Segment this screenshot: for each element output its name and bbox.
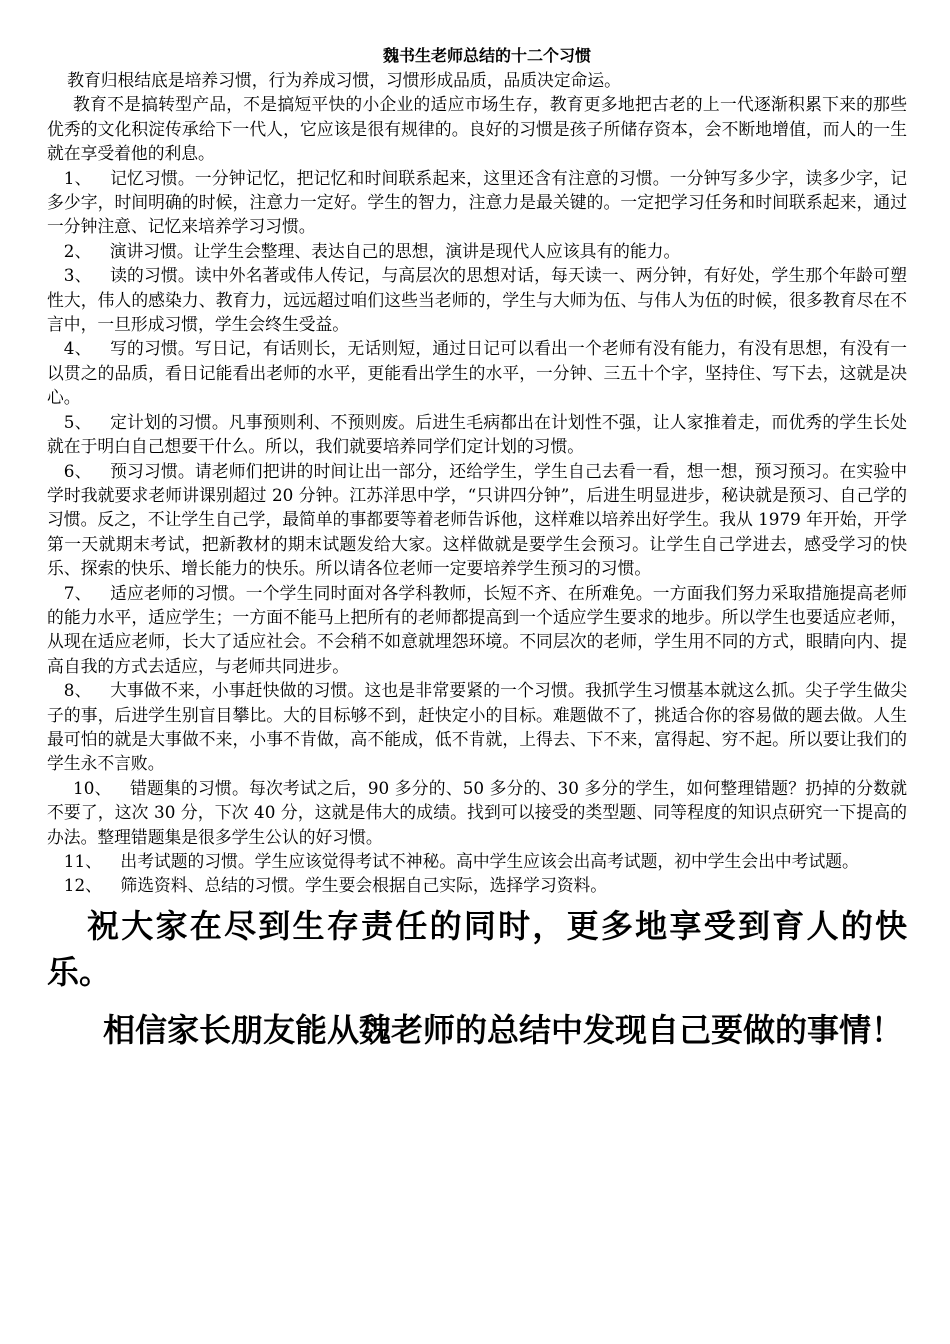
item-text: 错题集的习惯。每次考试之后，90 多分的、50 多分的、30 多分的学生，如何整理错题？扔掉的分数就不要了，这次 30 分，下次 40 分，这就是伟大的成绩。找到可以接受的类型题、同等程度的知识点研究一下提高的办法。整理错题集是很多学生公认的好习惯。	[47, 777, 907, 847]
habit-item-4	[47, 336, 907, 409]
item-number: 2、	[63, 240, 92, 261]
item-text: 预习习惯。请老师们把讲的时间让出一部分，还给学生，学生自己去看一看，想一想，预习预习。在实验中学时我就要求老师讲课别超过 20 分钟。江苏洋思中学，“只讲四分钟”，后进生明显进步，秘诀就是预习、自己学的习惯。反之，不让学生自己学，最简单的事都要等着老师告诉他，这样难以培养出好学生。我从 1979 年开始，开学第一天就期末考试，把新教材的期末试题发给大家。这样做就是要学生会预习。让学生自己学进去，感受学习的快乐、探索的快乐、增长能力的快乐。所以请各位老师一定要培养学生预习的习惯。	[47, 460, 907, 579]
habit-item-8	[47, 678, 907, 776]
habit-item-10	[47, 776, 907, 849]
item-number: 7、	[63, 582, 92, 603]
item-number: 6、	[63, 460, 92, 481]
item-text: 大事做不来，小事赶快做的习惯。这也是非常要紧的一个习惯。我抓学生习惯基本就这么抓。尖子学生做尖子的事，后进学生别盲目攀比。大的目标够不到，赶快定小的目标。难题做不了，挑适合你的容易做的题去做。人生最可怕的就是大事做不来，小事不肯做，高不能成，低不肯就，上得去、下不来，富得起、穷不起。所以要让我们的学生永不言败。	[47, 680, 907, 774]
item-number: 5、	[63, 411, 92, 432]
item-number: 12、	[63, 875, 102, 896]
habit-item-12	[47, 873, 907, 897]
item-number: 11、	[63, 851, 102, 871]
item-text: 定计划的习惯。凡事预则利、不预则废。后进生毛病都出在计划性不强，让人家推着走，而优秀的学生长处就在于明白自己想要干什么。所以，我们就要培养同学们定计划的习惯。	[47, 411, 907, 457]
item-text: 记忆习惯。一分钟记忆，把记忆和时间联系起来，这里还含有注意的习惯。一分钟写多少字，读多少字，记多少字，时间明确的时候，注意力一定好。学生的智力，注意力是最关键的。一定把学习任务和时间联系起来，通过一分钟注意、记忆来培养学习习惯。	[47, 167, 907, 237]
document-title: 魏书生老师总结的十二个习惯	[382, 46, 591, 65]
intro-paragraph-2: 教育不是搞转型产品，不是搞短平快的小企业的适应市场生存，教育更多地把古老的上一代逐渐积累下来的那些优秀的文化积淀传承给下一代人，它应该是很有规律的。良好的习惯是孩子所储存资本，会不断地增值，而人的一生就在享受着他的利息。	[47, 94, 907, 164]
item-text: 演讲习惯。让学生会整理、表达自己的思想，演讲是现代人应该具有的能力。	[109, 240, 681, 261]
item-text: 筛选资料、总结的习惯。学生要会根据自己实际，选择学习资料。	[120, 875, 608, 896]
intro-paragraph-1: 教育归根结底是培养习惯，行为养成习惯，习惯形成品质，品质决定命运。	[67, 70, 621, 90]
habit-item-1	[47, 166, 907, 239]
item-number: 4、	[63, 338, 92, 359]
item-text: 读的习惯。读中外名著或伟人传记，与高层次的思想对话，每天读一、两分钟，有好处，学生那个年龄可塑性大，伟人的感染力、教育力，远远超过咱们这些当老师的，学生与大师为伍、与伟人为伍的时候，很多教育尽在不言中，一旦形成习惯，学生会终生受益。	[47, 265, 907, 335]
item-number: 8、	[63, 680, 92, 701]
document-page	[47, 44, 907, 1053]
habit-item-6	[47, 459, 907, 581]
habit-item-5	[47, 410, 907, 459]
closing-message-2: 相信家长朋友能从魏老师的总结中发现自己要做的事情！	[103, 1010, 904, 1049]
item-number: 3、	[63, 265, 92, 286]
item-number: 10、	[73, 777, 112, 798]
habit-item-2	[47, 239, 907, 263]
item-number: 1、	[63, 167, 92, 188]
habit-item-3	[47, 263, 907, 336]
habit-item-7	[47, 581, 907, 679]
item-text: 写的习惯。写日记，有话则长，无话则短，通过日记可以看出一个老师有没有能力，有没有思想，有没有一以贯之的品质，看日记能看出老师的水平，更能看出学生的水平，一分钟、三五十个字，坚持住、写下去，这就是决心。	[47, 338, 907, 408]
item-text: 适应老师的习惯。一个学生同时面对各学科教师，长短不齐、在所难免。一方面我们努力采取措施提高老师的能力水平，适应学生；一方面不能马上把所有的老师都提高到一个适应学生要求的地步。所以学生也要适应老师，从现在适应老师，长大了适应社会。不会稍不如意就埋怨环境。不同层次的老师，学生用不同的方式，眼睛向内、提高自我的方式去适应，与老师共同进步。	[47, 582, 907, 676]
closing-message-1: 祝大家在尽到生存责任的同时，更多地享受到育人的快乐。	[47, 906, 907, 991]
habit-item-11	[47, 849, 907, 873]
item-text: 出考试题的习惯。学生应该觉得考试不神秘。高中学生应该会出高考试题，初中学生会出中考试题。	[120, 851, 859, 871]
